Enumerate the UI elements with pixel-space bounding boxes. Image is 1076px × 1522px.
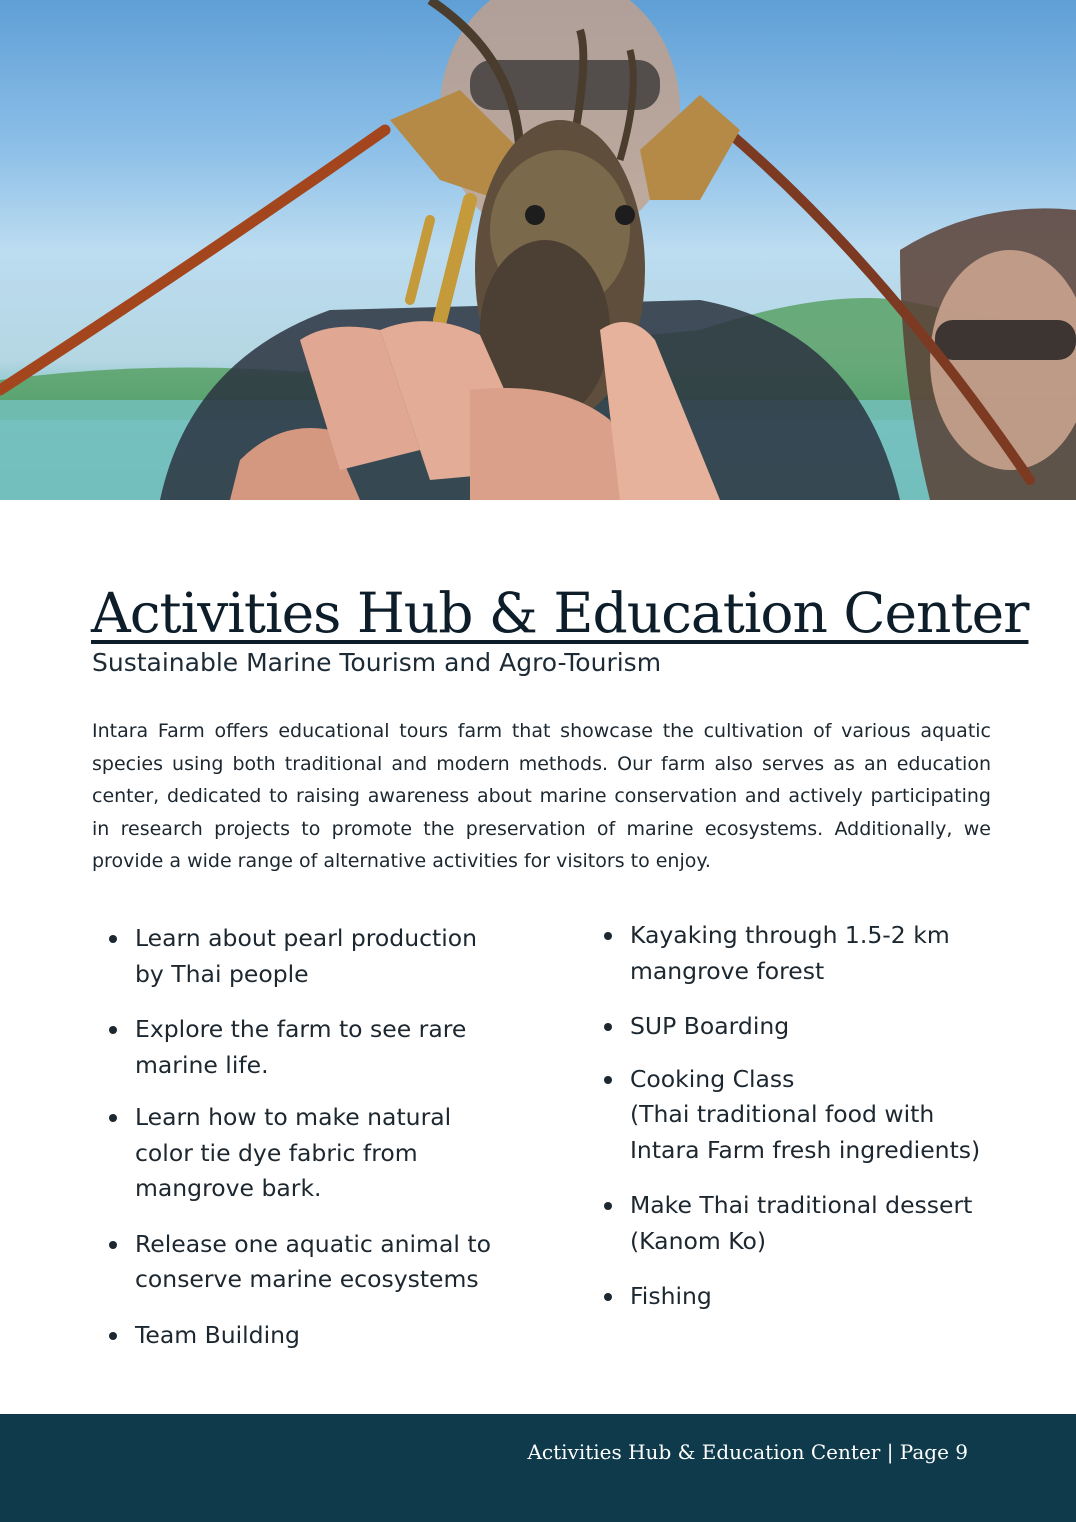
- footer-page-label: Activities Hub & Education Center | Page 9: [527, 1440, 968, 1464]
- bullet-icon: [109, 1332, 117, 1340]
- page-subtitle: Sustainable Marine Tourism and Agro-Tourism: [92, 648, 662, 677]
- activities-list-right: [587, 918, 1017, 1315]
- bullet-icon: [604, 1293, 612, 1301]
- list-item: [92, 1100, 512, 1207]
- bullet-icon: [109, 935, 117, 943]
- list-item-line: Learn about pearl production: [135, 924, 478, 952]
- list-item-line: Make Thai traditional dessert: [630, 1191, 973, 1219]
- list-item: [92, 1012, 512, 1083]
- bullet-icon: [109, 1241, 117, 1249]
- list-item: [587, 1188, 1017, 1259]
- list-item: [587, 1279, 1017, 1315]
- list-item-line: conserve marine ecosystems: [135, 1265, 479, 1293]
- list-item: [92, 1227, 512, 1298]
- list-item-line: mangrove bark.: [135, 1174, 322, 1202]
- list-item: [92, 921, 512, 992]
- page-footer: [0, 1414, 1076, 1522]
- bullet-icon: [604, 1023, 612, 1031]
- list-item-line: Intara Farm fresh ingredients): [630, 1135, 981, 1164]
- page-title: Activities Hub & Education Center: [91, 581, 1029, 645]
- list-item-line: Fishing: [630, 1282, 712, 1310]
- list-item-line: Learn how to make natural: [135, 1103, 452, 1131]
- bullet-icon: [604, 1076, 612, 1084]
- list-item-line: (Thai traditional food with: [630, 1100, 935, 1128]
- list-item: [587, 918, 1017, 989]
- bullet-icon: [604, 1202, 612, 1210]
- list-item-line: marine life.: [135, 1050, 269, 1079]
- bullet-icon: [109, 1114, 117, 1122]
- activities-list-left: [92, 921, 512, 1353]
- bullet-icon: [604, 932, 612, 940]
- list-item: [587, 1009, 1017, 1045]
- lobster-photo-illustration: [0, 0, 1076, 500]
- list-item-line: Cooking Class: [630, 1064, 795, 1093]
- list-item-line: Release one aquatic animal to: [135, 1229, 491, 1258]
- bullet-icon: [109, 1026, 117, 1034]
- list-item-line: Explore the farm to see rare: [135, 1015, 467, 1043]
- list-item-line: color tie dye fabric from: [135, 1138, 418, 1167]
- list-item: [92, 1318, 512, 1354]
- list-item: [587, 1062, 1017, 1169]
- list-item-line: mangrove forest: [630, 956, 825, 985]
- hero-photo: [0, 0, 1076, 500]
- list-item-line: Kayaking through 1.5-2 km: [630, 921, 950, 949]
- list-item-line: by Thai people: [135, 959, 309, 988]
- list-item-line: Team Building: [135, 1320, 300, 1349]
- intro-paragraph: Intara Farm offers educational tours farm that showcase the cultivation of various aquatic species using both traditional and modern methods. Our farm also serves as an education center, dedicated to raising awareness about marine conservation and actively participating in research projects to promote the preservation of marine ecosystems. Additionally, we provide a wide range of alternative activities for visitors to enjoy.: [92, 720, 991, 872]
- list-item-line: (Kanom Ko): [630, 1226, 766, 1255]
- list-item-line: SUP Boarding: [630, 1012, 790, 1040]
